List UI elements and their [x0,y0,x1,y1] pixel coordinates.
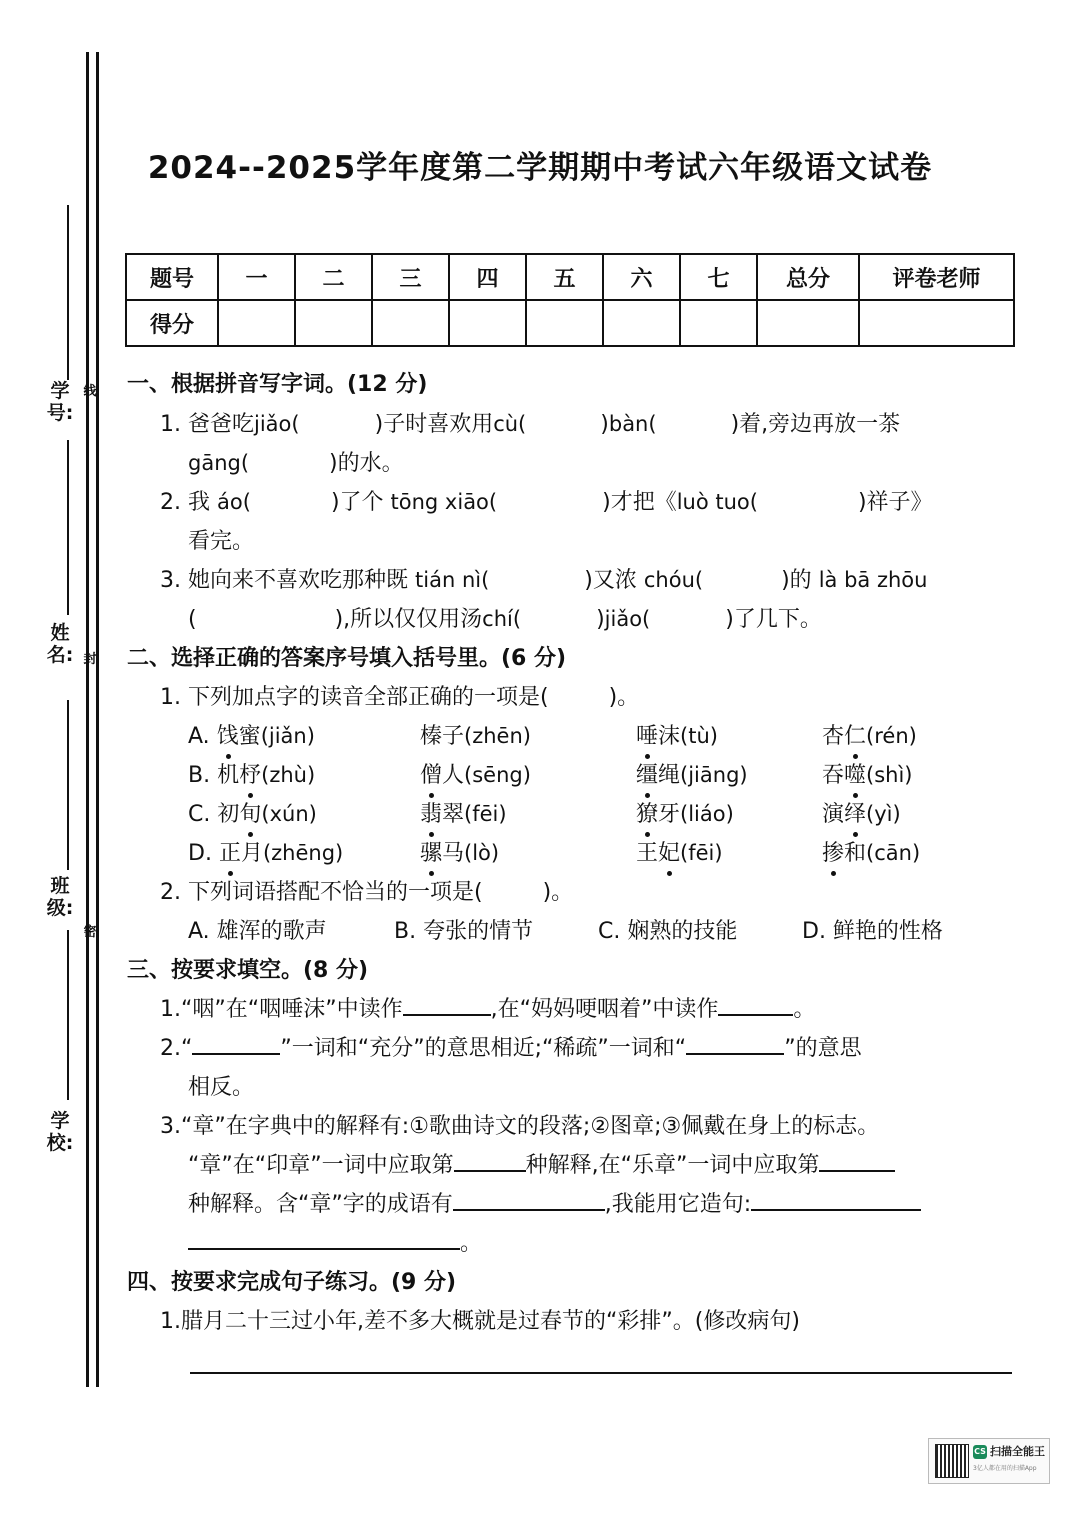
class-blank[interactable] [67,700,69,870]
option-item: 演绎(yì) [822,795,901,834]
option-item: 僧人(sēng) [420,756,531,795]
dotted-char: 旬 [239,795,261,834]
score-cell[interactable] [295,300,372,346]
score-header-cell: 总分 [757,254,859,300]
dotted-char: 杼 [239,756,261,795]
option-item: 杏仁(rén) [822,717,917,756]
score-header-cell: 三 [372,254,449,300]
dotted-char: 饯 [217,717,239,756]
score-cell[interactable] [218,300,295,346]
section3-q2-line1: 2.“ ”一词和“充分”的意思相近;“稀疏”一词和“ ”的意思 [160,1029,862,1068]
section3-title: 三、按要求填空。(8 分) [127,958,369,983]
section1-q3-line1: 3. 她向来不喜欢吃那种既 tián nì( )又浓 chóu( )的 là bā zhōu [160,568,928,593]
camscanner-logo: CS [973,1445,987,1459]
option-item: C. 初旬(xún) [188,795,317,834]
section1-title: 一、根据拼音写字词。(12 分) [127,372,428,397]
score-cell[interactable] [372,300,449,346]
school-label: 学校: [46,1110,74,1154]
section3-q2-line2: 相反。 [188,1075,255,1100]
score-header-cell: 六 [603,254,680,300]
score-header-cell: 二 [295,254,372,300]
score-table-header-row [126,254,1014,300]
section1-q2-line2: 看完。 [188,529,255,554]
q2-option-b[interactable]: B. 夸张的情节 [394,919,534,944]
section2-title: 二、选择正确的答案序号填入括号里。(6 分) [127,646,567,671]
option-item: A. 饯蜜(jiǎn) [188,717,315,756]
fill-blank[interactable] [454,1148,526,1172]
option-item: 唾沫(tù) [636,717,718,756]
section3-q3-line2: “章”在“印章”一词中应取第 种解释,在“乐章”一词中应取第 [188,1146,895,1185]
fill-blank[interactable] [403,992,491,1016]
score-cell[interactable] [859,300,1014,346]
fill-blank[interactable] [718,992,793,1016]
binding-mark-secret: 密 [83,925,97,940]
dotted-char: 獠 [636,795,658,834]
dotted-char: 骡 [420,834,442,873]
section2-q1: 1. 下列加点字的读音全部正确的一项是( )。 [160,685,640,710]
fill-blank[interactable] [192,1031,280,1055]
option-item: 骡马(lò) [420,834,499,873]
binding-mark-line: 线 [83,384,97,399]
score-row-label: 得分 [126,300,218,346]
scanner-tagline: 3亿人都在用的扫描App [973,1465,1037,1472]
score-header-cell: 评卷老师 [859,254,1014,300]
score-header-cell: 七 [680,254,757,300]
dotted-char: 僧 [420,756,442,795]
score-header-cell: 五 [526,254,603,300]
dotted-char: 翡 [420,795,442,834]
dotted-char: 正 [219,834,241,873]
fill-blank[interactable] [751,1187,921,1211]
score-table-score-row [126,300,1014,346]
section3-q3-line4: 。 [188,1224,482,1263]
score-cell[interactable] [757,300,859,346]
student-id-blank[interactable] [67,205,69,380]
dotted-char: 仁 [844,717,866,756]
scanner-badge [928,1438,1050,1484]
q2-option-d[interactable]: D. 鲜艳的性格 [802,919,943,944]
score-cell[interactable] [526,300,603,346]
dotted-char: 噬 [844,756,866,795]
option-item: 缰绳(jiāng) [636,756,748,795]
score-header-cell: 四 [449,254,526,300]
school-blank[interactable] [67,930,69,1100]
section2-q2: 2. 下列词语搭配不恰当的一项是( )。 [160,880,574,905]
qr-code-icon [935,1444,969,1478]
option-item: D. 正月(zhēng) [188,834,343,873]
section1-q2-line1: 2. 我 áo( )了个 tōng xiāo( )才把《luò tuo( )祥子》 [160,490,933,515]
fill-blank[interactable] [188,1226,460,1250]
score-cell[interactable] [603,300,680,346]
section4-title: 四、按要求完成句子练习。(9 分) [127,1270,457,1295]
score-cell[interactable] [680,300,757,346]
binding-mark-seal: 封 [83,652,97,667]
option-item: 獠牙(liáo) [636,795,734,834]
student-id-label: 学号: [46,380,74,424]
section3-q3-line3: 种解释。含“章”字的成语有 ,我能用它造句: [188,1185,921,1224]
score-header-cell: 题号 [126,254,218,300]
fill-blank[interactable] [819,1148,895,1172]
section1-q3-line2: ( ),所以仅仅用汤chí( )jiǎo( )了几下。 [188,607,822,632]
page-title: 2024--2025学年度第二学期期中考试六年级语文试卷 [147,150,933,186]
score-header-cell: 一 [218,254,295,300]
name-blank[interactable] [67,440,69,615]
dotted-char: 绎 [844,795,866,834]
score-cell[interactable] [449,300,526,346]
binding-line-inner [96,52,99,1387]
section1-q1-line1: 1. 爸爸吃jiǎo( )子时喜欢用cù( )bàn( )着,旁边再放一茶 [160,412,901,437]
option-item: 掺和(cān) [822,834,920,873]
option-item: 翡翠(fēi) [420,795,507,834]
scanner-name: 扫描全能王 [990,1445,1045,1458]
score-table [125,253,1015,347]
answer-line[interactable] [190,1372,1012,1374]
class-label: 班级: [46,875,74,919]
section1-q1-line2: gāng( )的水。 [188,451,404,476]
fill-blank[interactable] [686,1031,784,1055]
option-item: 吞噬(shì) [822,756,913,795]
section3-q3-line1: 3.“章”在字典中的解释有:①歌曲诗文的段落;②图章;③佩戴在身上的标志。 [160,1114,880,1139]
fill-blank[interactable] [453,1187,605,1211]
dotted-char: 妃 [658,834,680,873]
option-item: 王妃(fēi) [636,834,723,873]
option-item: B. 机杼(zhù) [188,756,315,795]
dotted-char: 掺 [822,834,844,873]
dotted-char: 唾 [636,717,658,756]
section3-q1: 1.“咽”在“咽唾沫”中读作 ,在“妈妈哽咽着”中读作 。 [160,990,815,1029]
section4-q1: 1.腊月二十三过小年,差不多大概就是过春节的“彩排”。(修改病句) [160,1309,800,1334]
dotted-char: 缰 [636,756,658,795]
name-label: 姓名: [46,622,74,666]
binding-line-outer [86,52,89,1387]
q2-option-a[interactable]: A. 雄浑的歌声 [188,919,327,944]
option-item: 榛子(zhēn) [420,724,531,749]
q2-option-c[interactable]: C. 娴熟的技能 [598,919,738,944]
